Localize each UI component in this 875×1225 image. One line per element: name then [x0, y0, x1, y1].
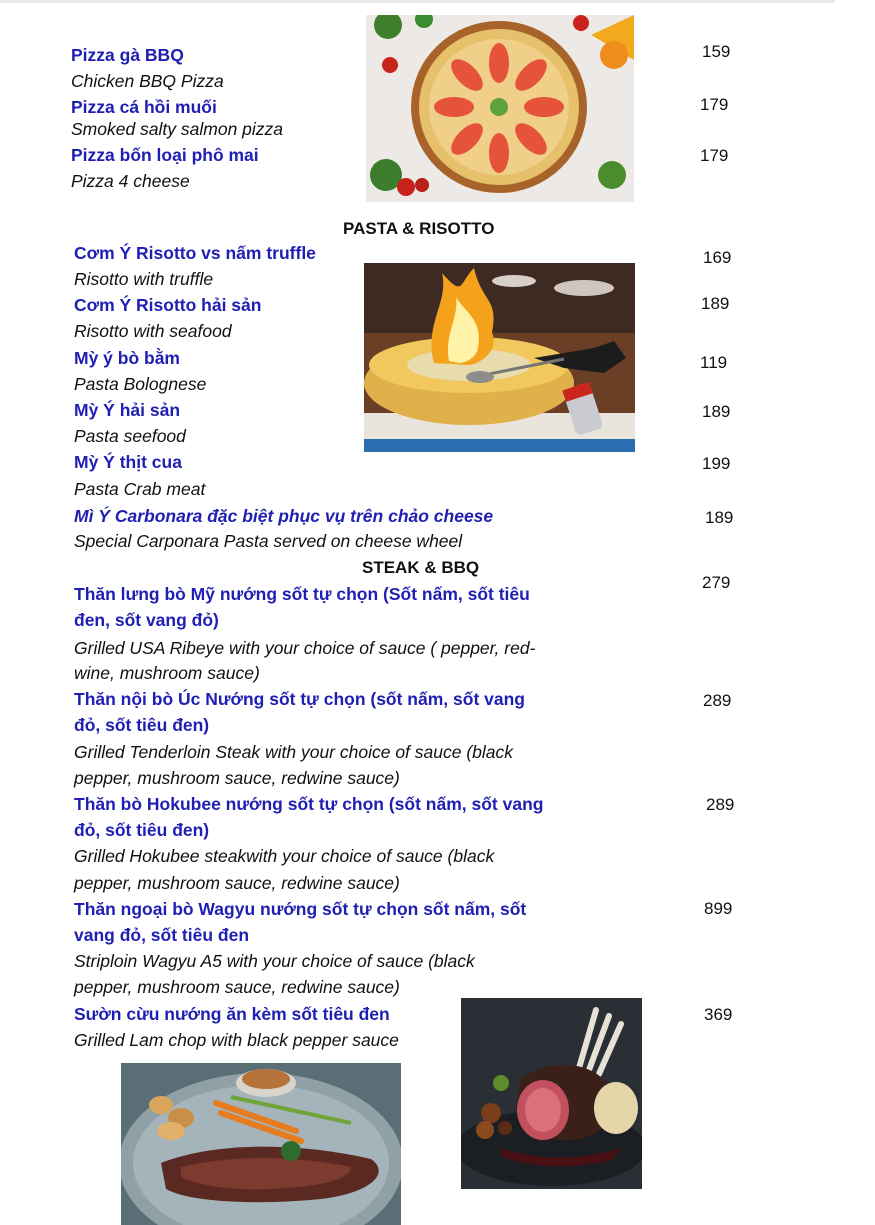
item-price: 899 [704, 899, 733, 918]
item-name-vn: Thăn lưng bò Mỹ nướng sốt tự chọn (Sốt nấm, sốt tiêu [74, 584, 530, 604]
item-price: 189 [702, 402, 731, 421]
top-divider [0, 0, 835, 3]
item-price: 289 [706, 795, 735, 814]
item-name-en: Striploin Wagyu A5 with your choice of sauce (black [74, 951, 475, 971]
section-title-pasta: PASTA & RISOTTO [343, 219, 495, 238]
item-name-vn: Cơm Ý Risotto hải sản [74, 295, 262, 315]
item-price: 189 [705, 508, 734, 527]
item-name-en: Pizza 4 cheese [71, 171, 190, 191]
item-name-vn: Thăn ngoại bò Wagyu nướng sốt tự chọn sốt nấm, sốt [74, 899, 527, 919]
item-name-en-cont: pepper, mushroom sauce, redwine sauce) [74, 977, 400, 997]
item-price: 289 [703, 691, 732, 710]
item-name-vn: Mỳ ý bò bằm [74, 348, 180, 368]
item-price: 199 [702, 454, 731, 473]
pizza-photo [366, 15, 634, 202]
item-price: 279 [702, 573, 731, 592]
item-name-en-cont: pepper, mushroom sauce, redwine sauce) [74, 768, 400, 788]
lamb-chop-photo [461, 998, 642, 1189]
item-name-vn-cont: đỏ, sốt tiêu đen) [74, 715, 210, 735]
item-name-vn: Mỳ Ý thịt cua [74, 452, 182, 472]
item-name-vn-cont: đen, sốt vang đỏ) [74, 610, 219, 630]
item-name-en: Pasta seefood [74, 426, 186, 446]
item-name-vn: Pizza gà BBQ [71, 45, 184, 65]
item-price: 179 [700, 146, 729, 165]
item-name-vn-cont: đỏ, sốt tiêu đen) [74, 820, 210, 840]
item-name-en: Smoked salty salmon pizza [71, 119, 284, 139]
item-name-en: Special Carponara Pasta served on cheese wheel [74, 531, 463, 551]
item-price: 159 [702, 42, 731, 61]
item-name-en-cont: pepper, mushroom sauce, redwine sauce) [74, 873, 400, 893]
item-price: 169 [703, 248, 732, 267]
item-name-vn: Pizza bốn loại phô mai [71, 145, 259, 165]
item-name-en: Grilled USA Ribeye with your choice of sauce ( pepper, red- [74, 638, 536, 658]
item-name-en: Pasta Crab meat [74, 479, 206, 499]
cheese-wheel-pasta-photo [364, 263, 635, 452]
item-name-en: Pasta Bolognese [74, 374, 207, 394]
item-name-vn-cont: vang đỏ, sốt tiêu đen [74, 925, 250, 945]
item-price: 179 [700, 95, 729, 114]
item-name-en: Grilled Lam chop with black pepper sauce [74, 1030, 399, 1050]
item-name-vn: Pizza cá hồi muối [71, 97, 217, 117]
item-name-vn: Mỳ Ý hải sản [74, 400, 181, 420]
item-name-en: Risotto with seafood [74, 321, 232, 341]
item-price: 369 [704, 1005, 733, 1024]
item-name-vn: Sườn cừu nướng ăn kèm sốt tiêu đen [74, 1004, 390, 1024]
item-name-vn: Thăn nội bò Úc Nướng sốt tự chọn (sốt nấm, sốt vang [74, 689, 525, 709]
item-price: 189 [701, 294, 730, 313]
item-name-en: Chicken BBQ Pizza [71, 71, 224, 91]
item-name-en: Risotto with truffle [74, 269, 214, 289]
item-name-vn: Thăn bò Hokubee nướng sốt tự chọn (sốt nấm, sốt vang [74, 794, 544, 814]
steak-plate-photo [121, 1063, 401, 1225]
item-name-en-cont: wine, mushroom sauce) [74, 663, 260, 683]
item-name-vn: Cơm Ý Risotto vs nấm truffle [74, 243, 316, 263]
item-name-en: Grilled Tenderloin Steak with your choice of sauce (black [74, 742, 514, 762]
item-name-en: Grilled Hokubee steakwith your choice of sauce (black [74, 846, 495, 866]
item-name-vn: Mì Ý Carbonara đặc biệt phục vụ trên chảo cheese [74, 506, 494, 526]
section-title-steak: STEAK & BBQ [362, 558, 480, 577]
item-price: 119 [700, 353, 728, 372]
